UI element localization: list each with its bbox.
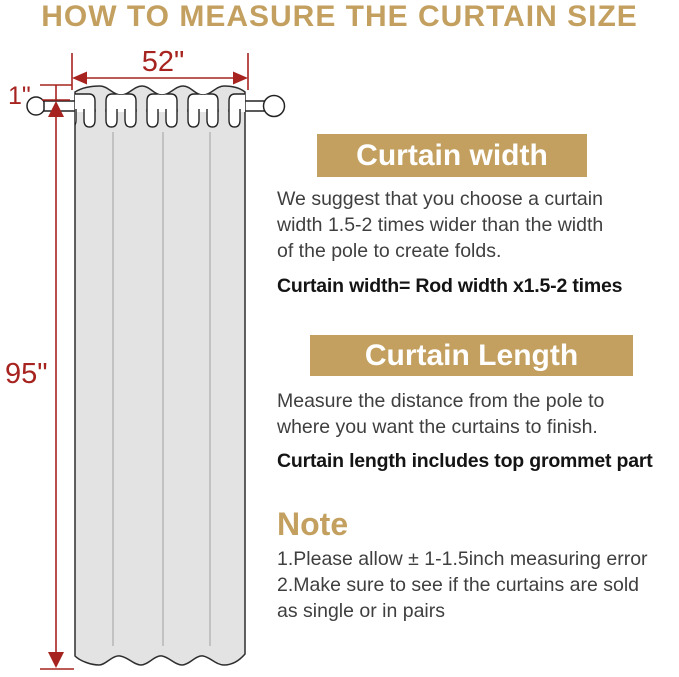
curtain-panel [75,86,245,665]
curtain-length-paragraph [277,388,604,440]
note-list [277,546,648,624]
grommet-dimension-label: 1" [8,82,31,110]
note-heading: Note [277,506,349,542]
height-dimension-label: 95" [5,358,48,390]
width-dimension-label: 52" [141,46,185,78]
curtain-length-heading: Curtain Length [310,335,633,376]
curtain-width-heading: Curtain width [317,134,587,177]
note-item-2-continued: as single or in pairs [277,600,445,622]
note-item-2: 2.Make sure to see if the curtains are sold [277,574,640,596]
curtain-width-formula: Curtain width= Rod width x1.5-2 times [277,275,623,297]
note-item-1: 1.Please allow ± 1-1.5inch measuring error [277,548,648,570]
curtain-width-line-2: width 1.5-2 times wider than the width [277,214,604,236]
curtain-width-line-1: We suggest that you choose a curtain [277,188,603,210]
curtain-length-line-1: Measure the distance from the pole to [277,390,605,412]
curtain-width-line-3: of the pole to create folds. [277,240,502,262]
curtain-diagram [0,0,310,677]
curtain-length-formula: Curtain length includes top grommet part [277,450,653,472]
curtain-width-paragraph [277,186,603,264]
curtain-length-line-2: where you want the curtains to finish. [277,416,598,438]
page-title: HOW TO MEASURE THE CURTAIN SIZE [41,0,638,33]
height-dimension-line [40,112,74,669]
rod-right-finial [264,96,285,117]
rod-left-segment [44,101,78,111]
